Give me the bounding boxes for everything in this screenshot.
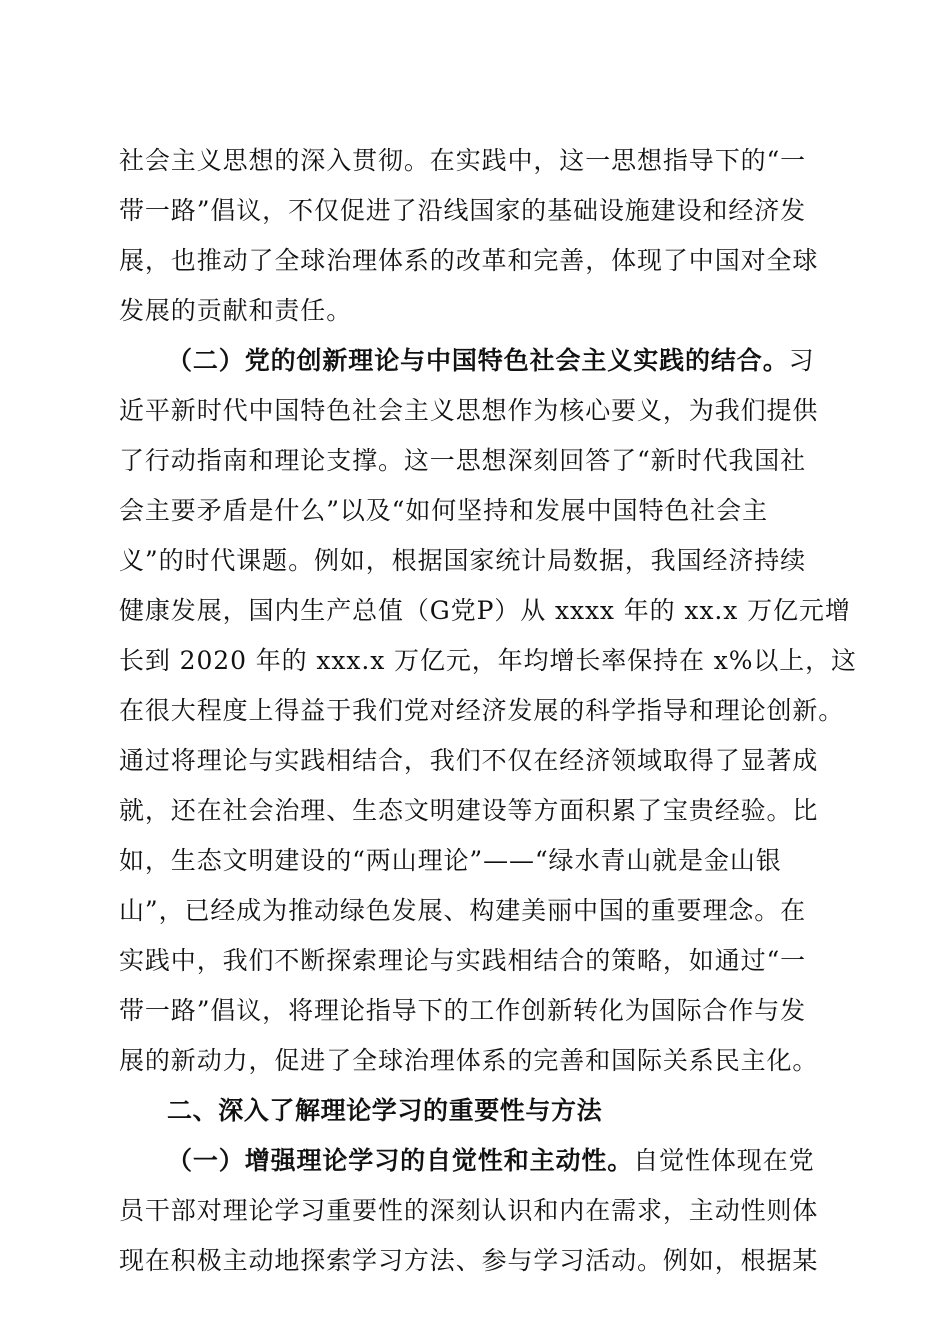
text-line: 社会主义思想的深入贯彻。在实践中，这一思想指导下的“一 bbox=[119, 146, 807, 175]
text-line: 员干部对理论学习重要性的深刻认识和内在需求，主动性则体 bbox=[119, 1196, 819, 1225]
text-line: 通过将理论与实践相结合，我们不仅在经济领域取得了显著成 bbox=[119, 746, 819, 775]
text-line: 长到 2020 年的 xxx.x 万亿元，年均增长率保持在 x%以上，这 bbox=[119, 646, 857, 675]
text-line: 如，生态文明建设的“两山理论”——“绿水青山就是金山银 bbox=[119, 846, 782, 875]
text-line: 带一路”倡议，不仅促进了沿线国家的基础设施建设和经济发 bbox=[119, 196, 807, 225]
text-line: 发展的贡献和责任。 bbox=[119, 296, 353, 325]
paragraph-text: 习 bbox=[788, 346, 815, 375]
text-line: 了行动指南和理论支撑。这一思想深刻回答了“新时代我国社 bbox=[119, 446, 807, 475]
text-line: 近平新时代中国特色社会主义思想作为核心要义，为我们提供 bbox=[119, 396, 819, 425]
paragraph-heading: （二）党的创新理论与中国特色社会主义实践的结合。 bbox=[167, 346, 789, 375]
section-heading: 二、深入了解理论学习的重要性与方法 bbox=[167, 1096, 603, 1125]
text-line: 展的新动力，促进了全球治理体系的完善和国际关系民主化。 bbox=[119, 1046, 819, 1075]
paragraph-first-line bbox=[167, 1146, 831, 1176]
text-line: 在很大程度上得益于我们党对经济发展的科学指导和理论创新。 bbox=[119, 696, 845, 725]
text-line: 展，也推动了全球治理体系的改革和完善，体现了中国对全球 bbox=[119, 246, 819, 275]
text-line: 现在积极主动地探索学习方法、参与学习活动。例如，根据某 bbox=[119, 1246, 819, 1275]
text-line: 健康发展，国内生产总值（G党P）从 xxxx 年的 xx.x 万亿元增 bbox=[119, 596, 851, 625]
paragraph-text: 自觉性体现在党 bbox=[633, 1146, 815, 1175]
text-line: 实践中，我们不断探索理论与实践相结合的策略，如通过“一 bbox=[119, 946, 807, 975]
text-line: 带一路”倡议，将理论指导下的工作创新转化为国际合作与发 bbox=[119, 996, 807, 1025]
paragraph-heading: （一）增强理论学习的自觉性和主动性。 bbox=[167, 1146, 634, 1175]
text-line: 义”的时代课题。例如，根据国家统计局数据，我国经济持续 bbox=[119, 546, 807, 575]
text-line: 山”，已经成为推动绿色发展、构建美丽中国的重要理念。在 bbox=[119, 896, 807, 925]
text-line: 就，还在社会治理、生态文明建设等方面积累了宝贵经验。比 bbox=[119, 796, 819, 825]
paragraph-first-line bbox=[167, 346, 831, 376]
text-line: 会主要矛盾是什么”以及“如何坚持和发展中国特色社会主 bbox=[119, 496, 768, 525]
